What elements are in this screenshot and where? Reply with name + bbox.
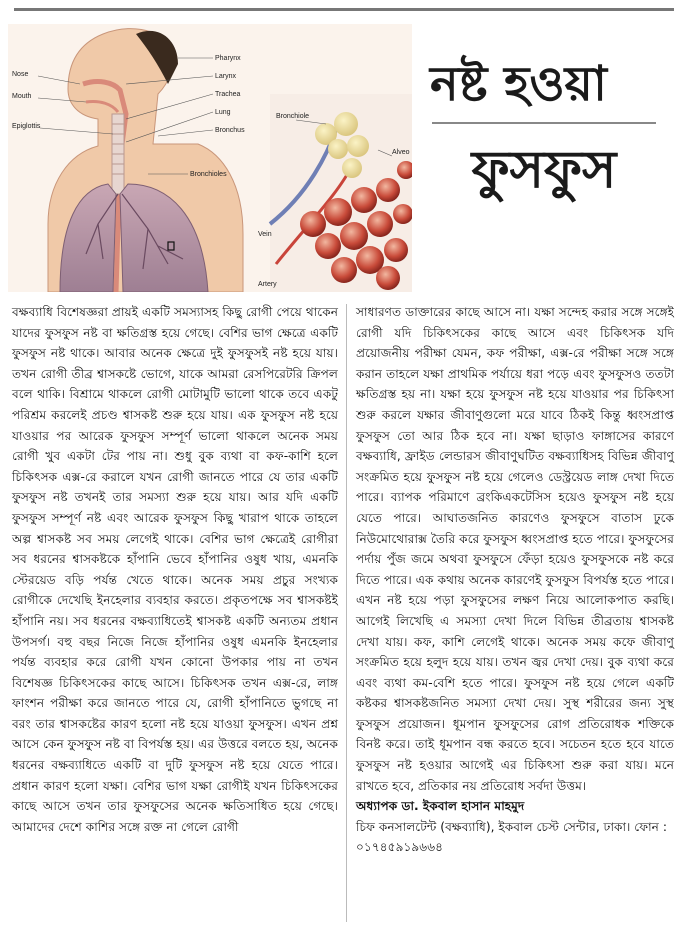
top-rule <box>14 8 674 11</box>
article-text-right: সাধারণত ডাক্তারের কাছে আসে না। যক্ষা সন্দেহ করার সঙ্গে সঙ্গেই রোগী যদি চিকিৎসকের কাছে আসে এবং চিকিৎসক যদি প্রয়োজনীয় পরীক্ষা যেমন, কফ পরীক্ষা, এক্স-রে পরীক্ষা সঙ্গে সঙ্গে করান তাহলে যক্ষা প্রাথমিক পর্যায়ে ধরা পড়ে এবং ফুসফুসও ততটা ক্ষতিগ্রস্ত হয় না। যক্ষা হয়ে ফুসফুস নষ্ট হয়ে যাওয়ার পর চিকিৎসা শুরু করলে যক্ষার জীবাণুগুলো মরে যাবে ঠিকই কিন্তু ধ্বংসপ্রাপ্ত ফুসফুস তো আর ঠিক হবে না। যক্ষা ছাড়াও ফাঙ্গাসের কারণে বক্ষব্যাধি, ফ্রাইড লেন্ডারস জীবাণুঘটিত বক্ষব্যাধিসহ বিভিন্ন জীবাণু সংক্রমিত হয়ে ফুসফুস নষ্ট হয়ে গেলেও ডেস্ট্রয়েড লাঙ্গ দেখা দিতে পারে। ব্যাপক পরিমাণে ব্রংকিএকটেসিস হয়েও ফুসফুস নষ্ট হয়ে যেতে পারে। আঘাতজনিত কারণেও ফুসফুসে বাতাস ঢুকে নিউমোথোরাক্স তৈরি করে ফুসফুস ধ্বংসপ্রাপ্ত হতে পারে। ফুসফুসের পর্দায় পুঁজ জমে অথবা ফুসফুসে ফেঁড়া হয়েও ফুসফুসকে নষ্ট করে দিতে পারে। এক কথায় অনেক কারণেই ফুসফুস বিপর্যস্ত হতে পারে। এখন নষ্ট হয়ে পড়া ফুসফুসের লক্ষণ নিয়ে আলোকপাত করছি। আগেই লিখেছি এ সমস্যা দেখা দিলে বিভিন্ন তীব্রতায় শ্বাসকষ্ট দেখা যায়। কফ, কাশি লেগেই থাকে। অনেক সময় কফে জীবাণু সংক্রমিত হয়ে হলুদ হয়ে যায়। তখন জ্বর দেখা দেয়। বুক ব্যথা করে এবং ব্যথা কম-বেশি হতে পারে। ফুসফুস নষ্ট হয়ে গেলে একটি কষ্টকর শ্বাসকষ্টজনিত সমস্যা দেখা দেয়। সুস্থ শরীরের জন্য সুস্থ ফুসফুস প্রয়োজন। ধূমপান ফুসফুসের রোগ প্রতিরোধক শক্তিকে বিনষ্ট করে। তাই ধূমপান বন্ধ করতে হবে। সচেতন হতে হবে যাতে ফুসফুস নষ্ট হওয়ার আগেই এর চিকিৎসা শুরু করা যায়। মনে রাখতে হবে, প্রতিকার নয় প্রতিরোধ সর্বদা উত্তম। <box>356 305 675 793</box>
label-trachea: Trachea <box>215 91 241 98</box>
label-bronchus: Bronchus <box>215 127 245 134</box>
label-artery: Artery <box>258 281 277 288</box>
alveoli-inset <box>258 94 412 292</box>
author-title: চিফ কনসালটেন্ট (বক্ষব্যাধি), ইকবাল চেস্ট সেন্টার, ঢাকা। ফোন : ০১৭৪৫৯১৯৬৬৪ <box>356 819 667 855</box>
label-bronchiole: Bronchiole <box>276 113 310 120</box>
article-text-left: বক্ষব্যাধি বিশেষজ্ঞরা প্রায়ই একটি সমস্যাসহ কিছু রোগী পেয়ে থাকেন যাদের ফুসফুস নষ্ট বা ক্ষতিগ্রস্ত হয়ে গেছে। বেশির ভাগ ক্ষেত্রে একটি ফুসফুস নষ্ট থাকে। আবার অনেক ক্ষেত্রে দুই ফুসফুসই নষ্ট হয়ে যায়। তখন রোগী তীব্র শ্বাসকষ্টে ভোগে, যাকে আমরা রেসপিরেটরি ক্রিপল বলে থাকি। বিশ্রামে থাকলে রোগী মোটামুটি ভালো থাকে তবে একটু পরিশ্রম করলেই প্রচণ্ড শ্বাসকষ্ট শুরু হয়ে যায়। এক ফুসফুস নষ্ট হয়ে যাওয়ার পর আরেক ফুসফুস সম্পূর্ণ ভালো থাকলে অনেক সময় রোগী খুব একটা টের পায় না। শুধু বুক ব্যথা বা কফ-কাশি হলে চিকিৎসক এক্স-রে করালে যখন রোগী জানতে পারে যে তার একটি ফুসফুস নষ্ট তখনই তার সমস্যা শুরু হয়ে যায়। আর যদি একটি ফুসফুস সম্পূর্ণ নষ্ট এবং আরেক ফুসফুস কিছু খারাপ থাকে তাহলে অল্প শ্বাসকষ্ট সব সময় লেগেই থাকে। বেশির ভাগ ক্ষেত্রেই রোগীরা সব ধরনের শ্বাসকষ্টকে হাঁপানি ভেবে হাঁপানির ওষুধ খায়, এমনকি স্টেরয়েড বড়ি পর্যন্ত খেতে থাকে। অনেক সময় প্রচুর সংখ্যক রোগীকে দেখেছি ইনহেলার ব্যবহার করতে। প্রকৃতপক্ষে সব শ্বাসকষ্টই হাঁপানি নয়। সব ধরনের বক্ষব্যাধিতেই শ্বাসকষ্ট একটি অন্যতম প্রধান উপসর্গ। বহু বছর নিজে নিজে হাঁপানির ওষুধ এমনকি ইনহেলার পর্যন্ত ব্যবহার করে রোগী যখন কোনো উপকার পায় না তখন বিশেষজ্ঞ চিকিৎসকের কাছে আসে। চিকিৎসক তখন এক্স-রে, লাঙ্গ ফাংশন পরীক্ষা করে জানতে পারে যে, রোগী হাঁপানিতে ভুগছে না বরং তার শ্বাসকষ্টের কারণ হলো নষ্ট হয়ে যাওয়া ফুসফুস। এখন প্রশ্ন আসে কেন ফুসফুস নষ্ট বা বিপর্যস্ত হয়। এর উত্তরে বলতে হয়, অনেক ধরনের বক্ষব্যাধিতে একটি বা দুটি ফুসফুস নষ্ট হয়ে যেতে পারে। প্রধান কারণ হলো যক্ষা। বেশির ভাগ যক্ষা রোগীই যখন চিকিৎসকের কাছে আসে তখন তার ফুসফুসের অনেক ক্ষতিসাধিত হয়ে গেছে। আমাদের দেশে কাশির সঙ্গে রক্ত না গেলে রোগী <box>12 305 339 834</box>
headline-line-2: ফুসফুস <box>471 140 617 200</box>
label-pharynx: Pharynx <box>215 55 241 62</box>
label-lung: Lung <box>215 109 231 116</box>
label-nose: Nose <box>12 71 29 78</box>
respiratory-illustration <box>8 24 412 292</box>
headline-rule <box>432 122 656 124</box>
article-column-right <box>356 302 674 858</box>
label-mouth: Mouth <box>12 93 32 100</box>
author-name: অধ্যাপক ডা. ইকবাল হাসান মাহমুদ <box>356 799 525 814</box>
label-epiglottis: Epiglottis <box>12 123 41 130</box>
headline-line-1: নষ্ট হওয়া <box>430 56 607 112</box>
article-column-left <box>12 302 338 837</box>
label-alveoli: Alveo <box>392 149 410 156</box>
label-larynx: Larynx <box>215 73 237 80</box>
label-bronchioles: Bronchioles <box>190 171 227 178</box>
label-vein: Vein <box>258 231 272 238</box>
headline <box>424 56 664 200</box>
column-divider <box>346 304 347 922</box>
